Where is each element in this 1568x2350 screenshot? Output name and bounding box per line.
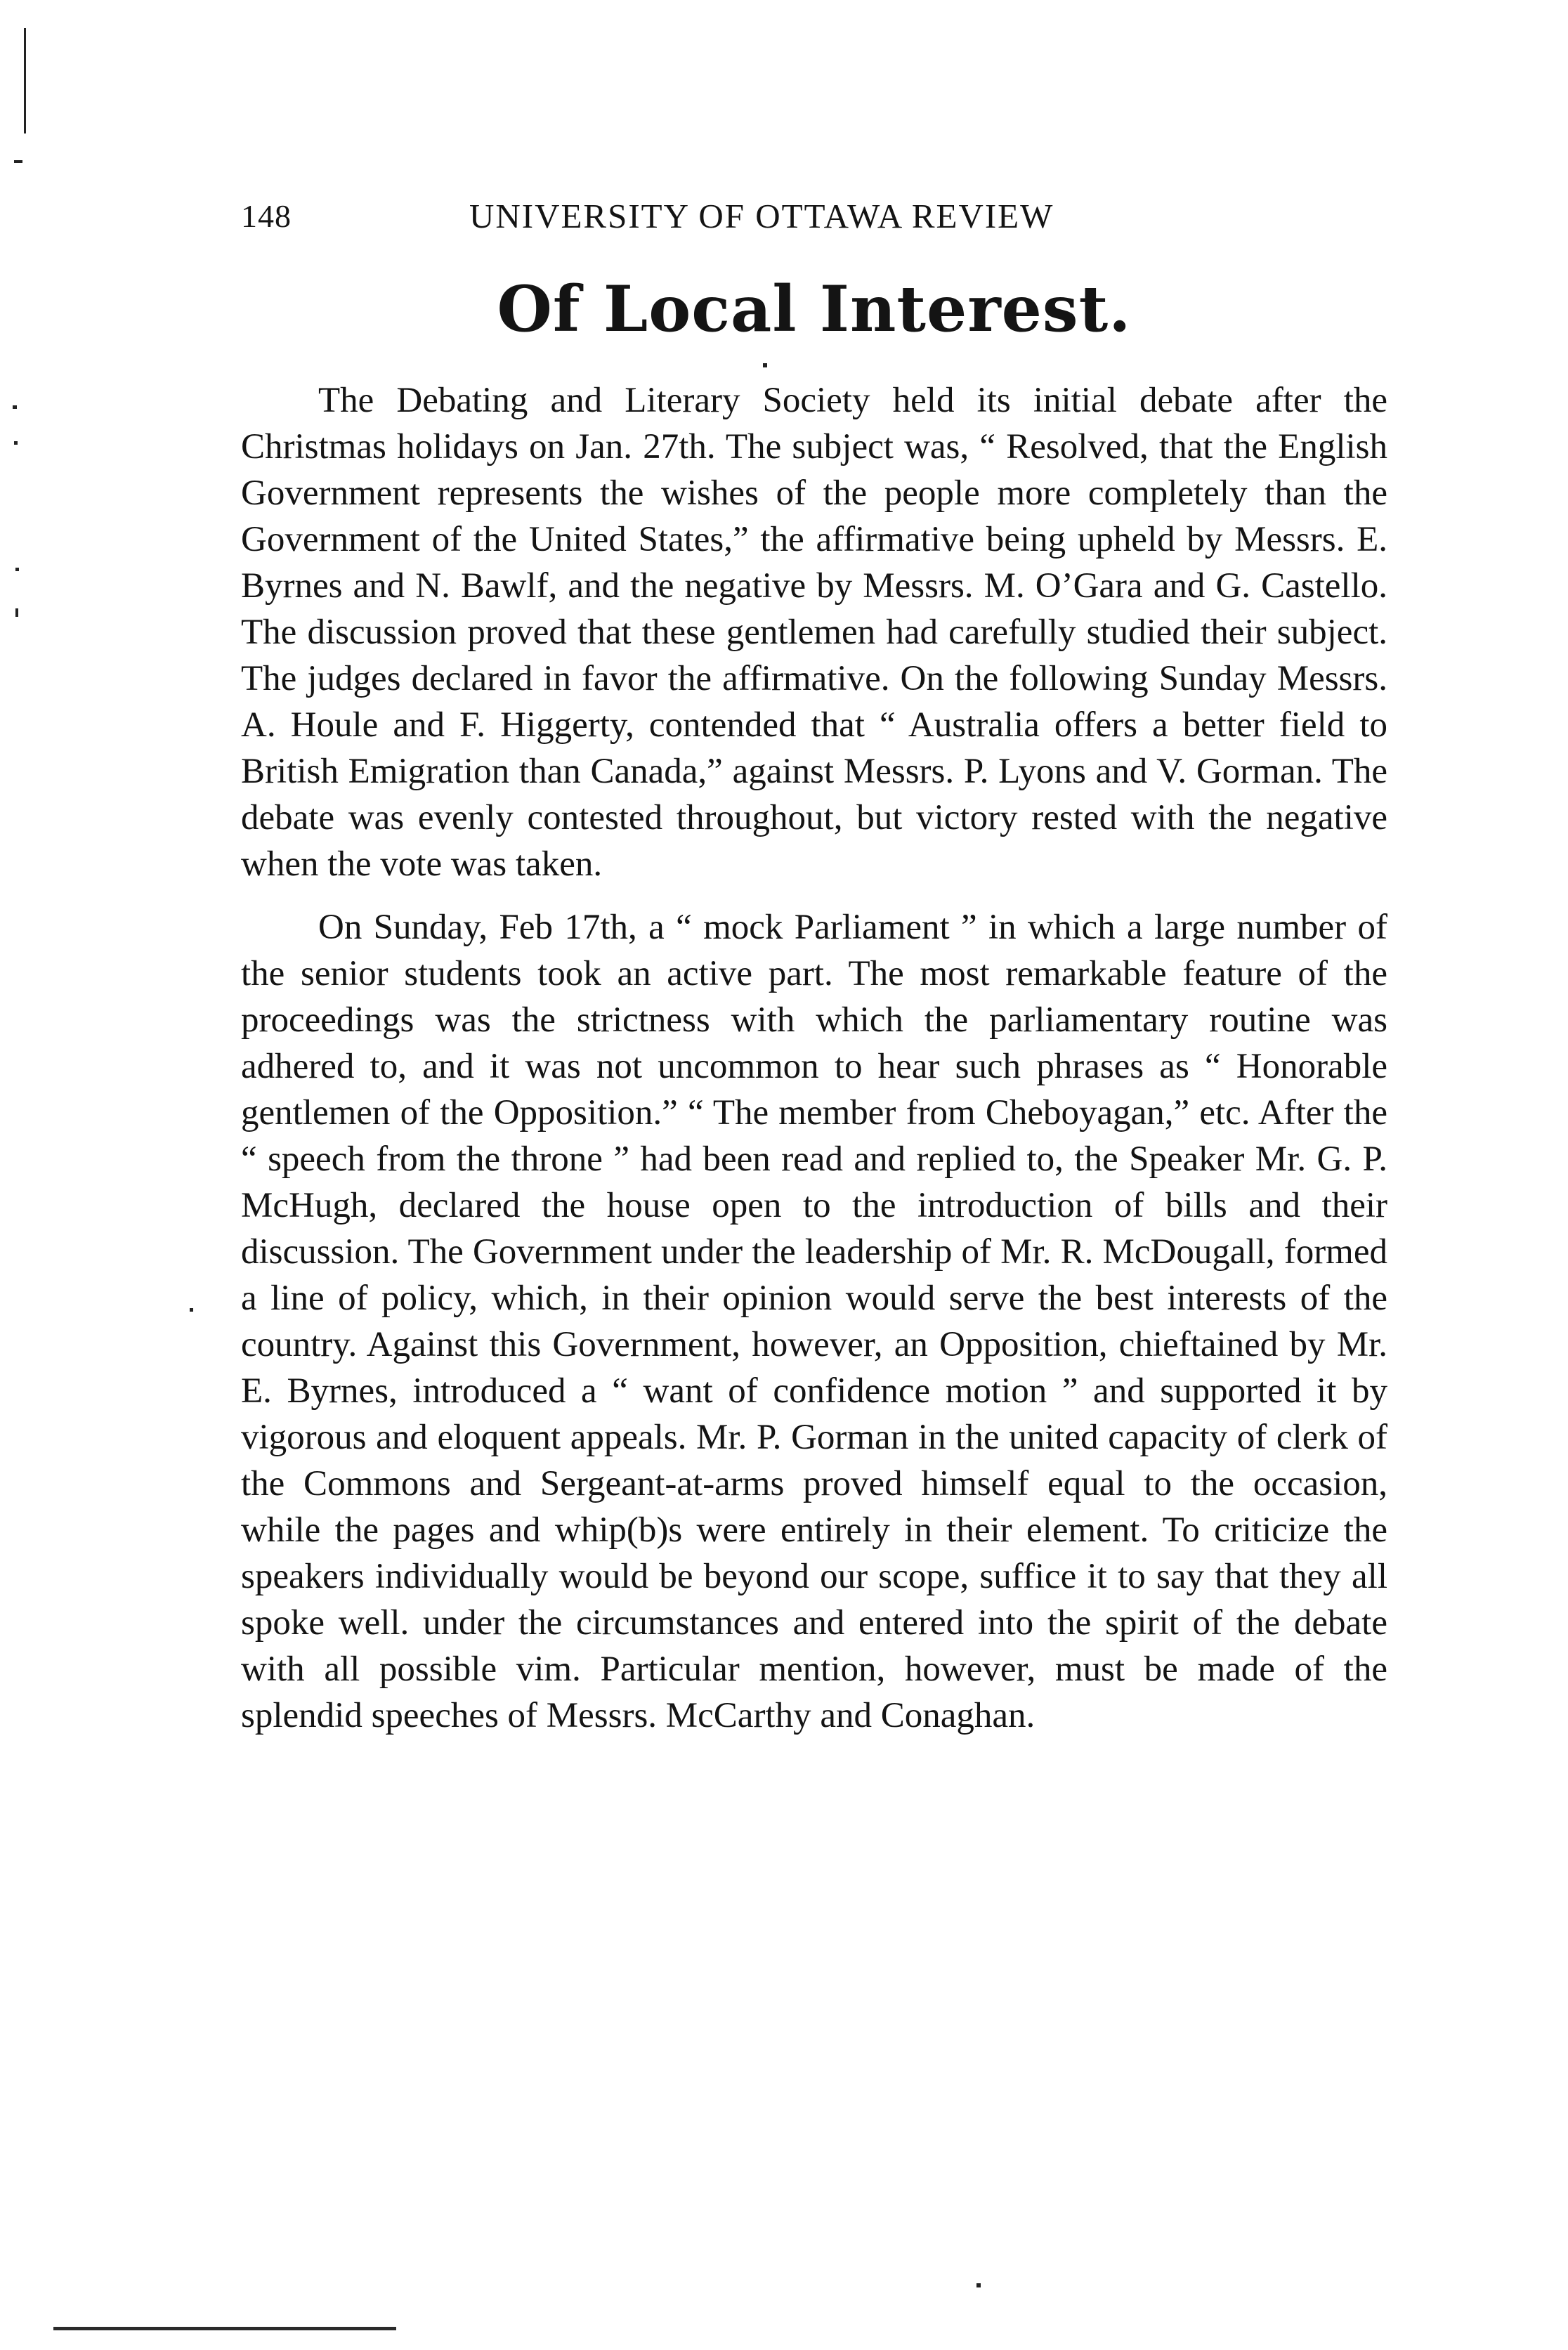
paragraph-debating-society: The Debating and Literary Society held its initial debate after the Christmas holidays on Jan. 27th. The subject was, “ Resolved, that the English Government represents the wishes of the people more completely than the Government of the United States,” the affirmative being upheld by Messrs. E. Byrnes and N. Bawlf, and the negative by Messrs. M. O’Gara and G. Castello. The discussion proved that these gentlemen had carefully studied their subject. The judges declared in favor the affirmative. On the following Sunday Messrs. A. Houle and F. Higgerty, contended that “ Australia offers a better field to British Emigration than Canada,” against Messrs. P. Lyons and V. Gorman. The debate was evenly contested throughout, but victory rested with the negative when the vote was taken. [241, 381, 1387, 884]
article-body [241, 377, 1387, 1739]
left-margin-speck [14, 160, 22, 163]
title-speck [763, 363, 767, 367]
margin-speck [190, 1308, 193, 1312]
page-number: 148 [241, 198, 292, 234]
left-margin-speck [14, 441, 18, 445]
page-header [241, 195, 1387, 252]
bottom-speck [976, 2283, 981, 2287]
left-margin-speck [15, 608, 18, 617]
left-margin-binding-mark [24, 28, 26, 133]
paragraph-mock-parliament: On Sunday, Feb 17th, a “ mock Parliament ” in which a large number of the senior students took an active part. The most remarkable feature of the proceedings was the strictness with which the parliamentary routine was adhered to, and it was not uncommon to hear such phrases as “ Honorable gentlemen of the Opposition.” “ The member from Cheboyagan,” etc. After the “ speech from the throne ” had been read and replied to, the Speaker Mr. G. P. McHugh, declared the house open to the introduction of bills and their discussion. The Government under the leadership of Mr. R. McDougall, formed a line of policy, which, in their opinion would serve the best interests of the country. Against this Government, however, an Opposition, chieftained by Mr. E. Byrnes, introduced a “ want of confidence motion ” and supported it by vigorous and eloquent appeals. Mr. P. Gorman in the united capacity of clerk of the Commons and Sergeant-at-arms proved himself equal to the occasion, while the pages and whip(b)s were entirely in their element. To criticize the speakers individually would be beyond our scope, suffice it to say that they all spoke well. under the circumstances and entered into the spirit of the debate with all possible vim. Particular mention, however, must be made of the splendid speeches of Messrs. McCarthy and Conaghan. [241, 908, 1387, 1735]
left-margin-speck [15, 568, 19, 571]
left-margin-speck [13, 405, 17, 409]
running-head: UNIVERSITY OF OTTAWA REVIEW [469, 197, 1054, 235]
bottom-scan-rule [53, 2327, 396, 2330]
article-title: Of Local Interest. [497, 272, 1132, 346]
